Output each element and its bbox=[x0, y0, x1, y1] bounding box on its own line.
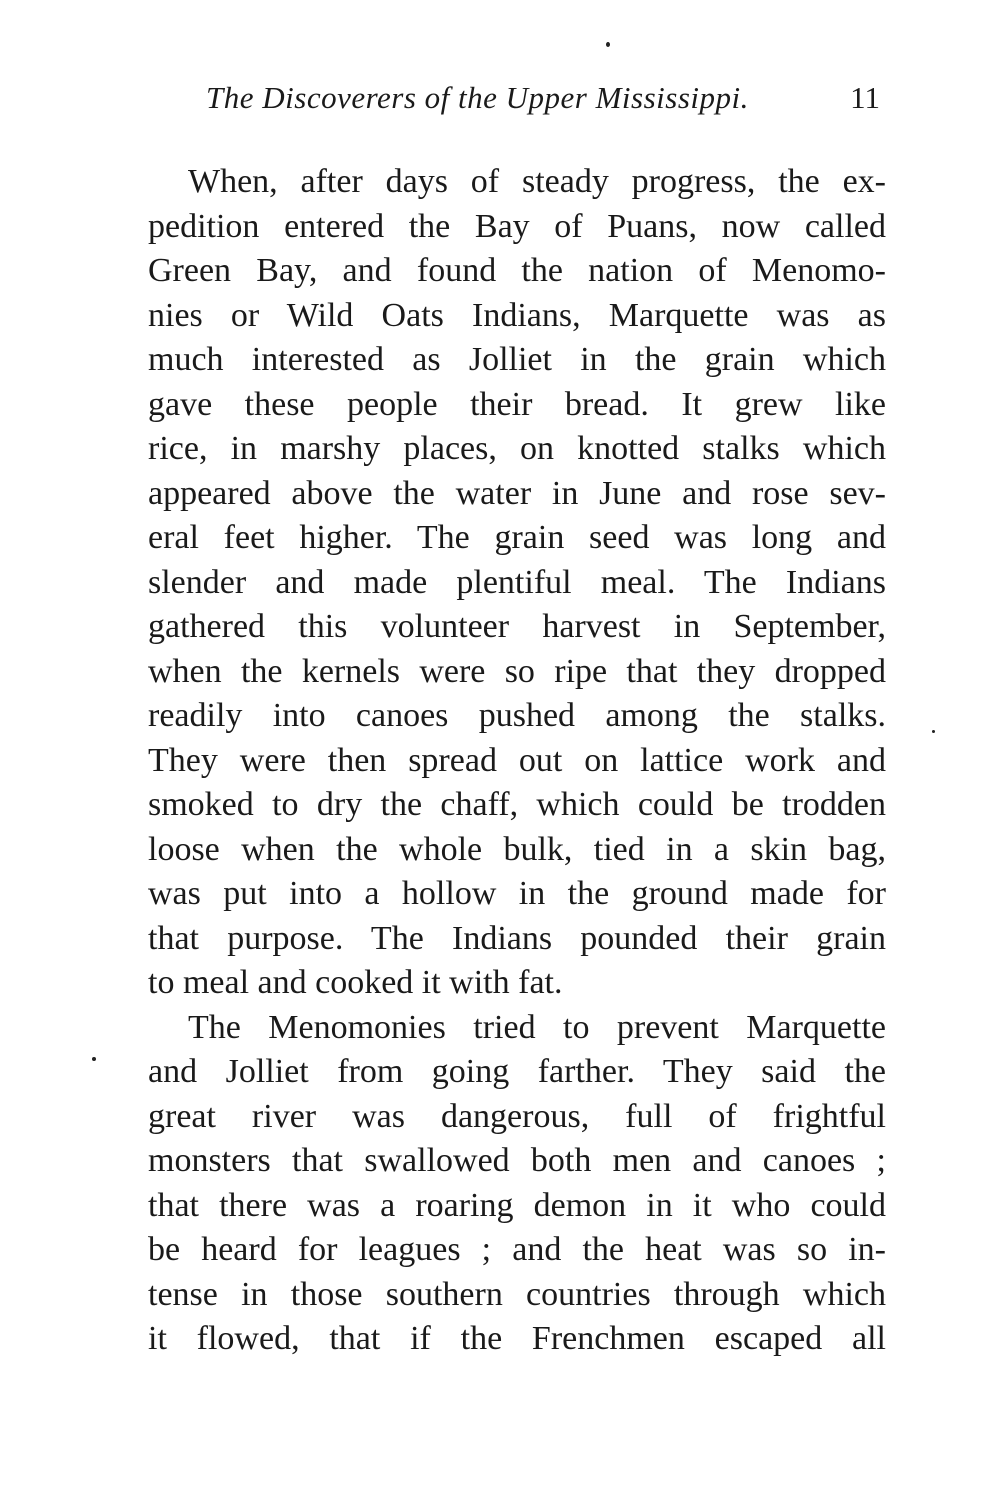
text-line: The Menomonies tried to prevent Marquette bbox=[188, 1008, 886, 1046]
text-line: great river was dangerous, full of frightful bbox=[148, 1097, 886, 1135]
text-line: smoked to dry the chaff, which could be trodden bbox=[148, 786, 886, 823]
text-line: when the kernels were so ripe that they dropped bbox=[148, 652, 886, 690]
page-header bbox=[148, 78, 886, 118]
text-line: They were then spread out on lattice work and bbox=[148, 741, 886, 779]
text-line: that purpose. The Indians pounded their grain bbox=[148, 919, 886, 957]
text-line: When, after days of steady progress, the ex- bbox=[188, 163, 886, 200]
text-line: rice, in marshy places, on knotted stalks which bbox=[148, 430, 886, 467]
text-line: Green Bay, and found the nation of Menomo- bbox=[148, 252, 886, 289]
text-line: slender and made plentiful meal. The Indians bbox=[148, 563, 886, 601]
text-line: gave these people their bread. It grew like bbox=[148, 385, 886, 423]
text-line: tense in those southern countries through which bbox=[148, 1275, 886, 1313]
text-line: appeared above the water in June and rose sev- bbox=[148, 474, 886, 512]
text-line: and Jolliet from going farther. They said the bbox=[148, 1053, 886, 1090]
text-line: readily into canoes pushed among the stalks. bbox=[148, 697, 886, 734]
print-speck bbox=[932, 730, 935, 733]
text-line: that there was a roaring demon in it who could bbox=[148, 1186, 886, 1224]
running-title: The Discoverers of the Upper Mississippi. bbox=[206, 80, 749, 115]
text-line: nies or Wild Oats Indians, Marquette was as bbox=[148, 296, 886, 334]
text-line: monsters that swallowed both men and canoes ; bbox=[148, 1142, 886, 1179]
print-speck bbox=[606, 42, 610, 47]
text-line: gathered this volunteer harvest in September, bbox=[148, 608, 886, 645]
body-text bbox=[148, 160, 886, 1362]
text-line: much interested as Jolliet in the grain which bbox=[148, 341, 886, 378]
text-line: to meal and cooked it with fat. bbox=[148, 964, 563, 1001]
text-line: was put into a hollow in the ground made for bbox=[148, 875, 886, 912]
text-line: pedition entered the Bay of Puans, now called bbox=[148, 207, 886, 245]
page-number: 11 bbox=[850, 80, 880, 115]
print-speck bbox=[92, 1057, 96, 1061]
text-line: eral feet higher. The grain seed was long and bbox=[148, 519, 886, 556]
text-line: it flowed, that if the Frenchmen escaped all bbox=[148, 1320, 886, 1357]
text-line: loose when the whole bulk, tied in a skin bag, bbox=[148, 830, 886, 868]
text-line: be heard for leagues ; and the heat was so in- bbox=[148, 1231, 886, 1268]
